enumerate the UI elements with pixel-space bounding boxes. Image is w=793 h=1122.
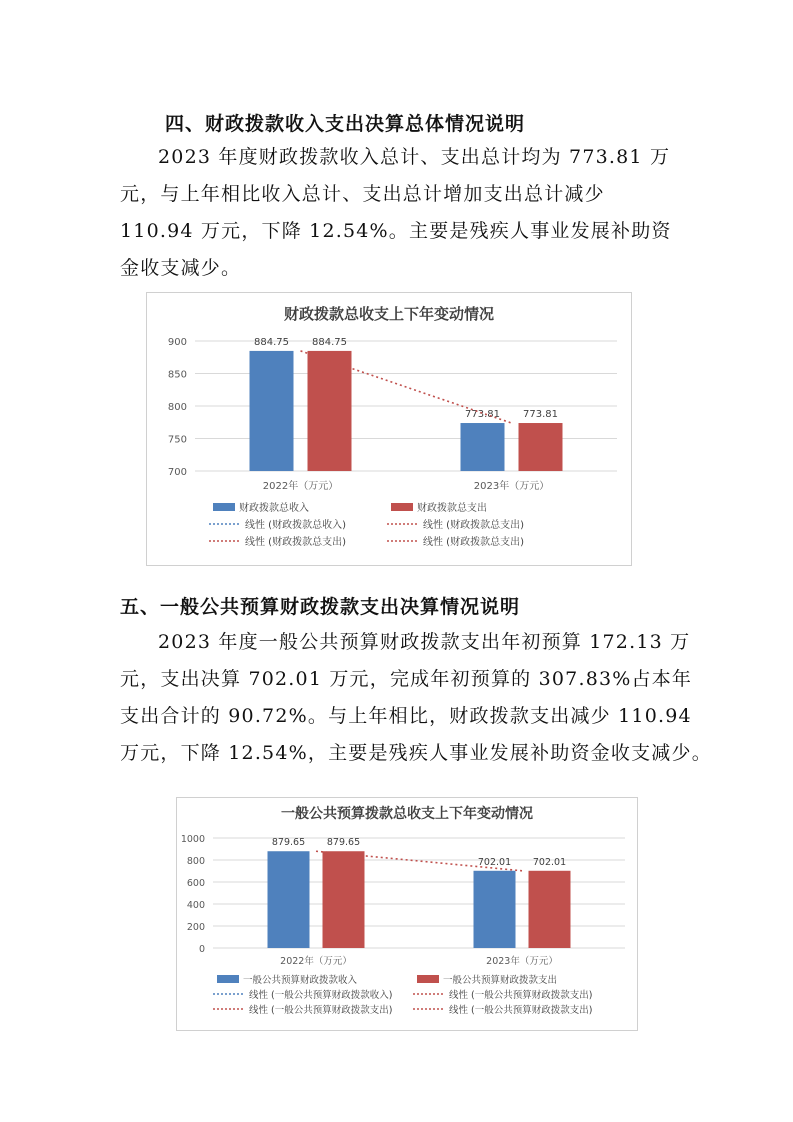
legend-label: 线性 (财政拨款总支出) bbox=[423, 537, 524, 548]
legend-swatch bbox=[217, 975, 239, 983]
bar bbox=[519, 423, 563, 471]
chart-title: 财政拨款总收支上下年变动情况 bbox=[283, 305, 495, 323]
paragraph-line: 元，与上年相比收入总计、支出总计增加支出总计减少 bbox=[120, 183, 605, 205]
legend-label: 财政拨款总收入 bbox=[239, 503, 309, 514]
chart-general-budget bbox=[176, 797, 638, 1031]
legend-swatch bbox=[417, 975, 439, 983]
paragraph-line: 2023 年度一般公共预算财政拨款支出年初预算 172.13 万 bbox=[158, 631, 691, 653]
section-4-paragraph bbox=[120, 139, 680, 287]
legend-label: 线性 (一般公共预算财政拨款收入) bbox=[249, 990, 393, 1001]
section-5-heading: 五、一般公共预算财政拨款支出决算情况说明 bbox=[120, 596, 521, 618]
data-label: 884.75 bbox=[254, 336, 289, 348]
bar bbox=[308, 351, 352, 471]
paragraph-line: 2023 年度财政拨款收入总计、支出总计均为 773.81 万 bbox=[158, 146, 671, 168]
data-label: 702.01 bbox=[477, 856, 512, 868]
data-label: 879.65 bbox=[326, 837, 361, 849]
category-label: 2022年（万元） bbox=[280, 956, 352, 967]
bar bbox=[461, 423, 505, 471]
bar bbox=[323, 851, 365, 948]
legend-swatch bbox=[213, 503, 235, 511]
y-tick-label: 900 bbox=[167, 337, 187, 348]
y-tick-label: 800 bbox=[167, 402, 187, 413]
data-label: 773.81 bbox=[523, 409, 558, 421]
y-tick-label: 850 bbox=[167, 369, 187, 381]
chart-financial-total bbox=[146, 292, 632, 566]
bar bbox=[474, 871, 516, 948]
section-4-heading: 四、财政拨款收入支出决算总体情况说明 bbox=[165, 113, 526, 135]
chart-2-svg bbox=[177, 798, 637, 1030]
y-tick-label: 600 bbox=[186, 878, 205, 889]
category-label: 2023年（万元） bbox=[473, 481, 550, 492]
legend-label: 线性 (一般公共预算财政拨款支出) bbox=[449, 990, 593, 1001]
legend-swatch bbox=[391, 503, 413, 511]
category-label: 2022年（万元） bbox=[262, 481, 339, 492]
y-tick-label: 750 bbox=[167, 434, 187, 446]
y-tick-label: 700 bbox=[167, 467, 187, 478]
chart-title: 一般公共预算拨款总收支上下年变动情况 bbox=[281, 806, 533, 822]
legend-label: 一般公共预算财政拨款支出 bbox=[443, 975, 558, 986]
y-tick-label: 0 bbox=[198, 944, 205, 955]
paragraph-line: 元，支出决算 702.01 万元，完成年初预算的 307.83%占本年 bbox=[120, 668, 693, 690]
paragraph-line: 110.94 万元，下降 12.54%。主要是残疾人事业发展补助资 bbox=[120, 220, 672, 242]
legend-label: 财政拨款总支出 bbox=[417, 503, 487, 514]
data-label: 884.75 bbox=[312, 336, 347, 348]
bar bbox=[250, 351, 294, 471]
legend-label: 线性 (一般公共预算财政拨款支出) bbox=[449, 1005, 593, 1016]
legend-label: 线性 (一般公共预算财政拨款支出) bbox=[249, 1005, 393, 1016]
legend-label: 线性 (财政拨款总支出) bbox=[245, 537, 346, 548]
legend-label: 线性 (财政拨款总支出) bbox=[423, 520, 524, 531]
bar bbox=[268, 851, 310, 948]
y-tick-label: 400 bbox=[186, 900, 205, 911]
legend-label: 线性 (财政拨款总收入) bbox=[245, 520, 346, 531]
data-label: 702.01 bbox=[532, 856, 567, 868]
data-label: 773.81 bbox=[465, 409, 500, 421]
chart-1-svg bbox=[147, 293, 631, 565]
bar bbox=[529, 871, 571, 948]
paragraph-line: 万元，下降 12.54%，主要是残疾人事业发展补助资金收支减少。 bbox=[120, 742, 712, 764]
section-5-paragraph bbox=[120, 624, 712, 772]
y-tick-label: 200 bbox=[186, 922, 205, 933]
y-tick-label: 800 bbox=[186, 856, 205, 867]
paragraph-line: 支出合计的 90.72%。与上年相比，财政拨款支出减少 110.94 bbox=[120, 705, 692, 727]
legend-label: 一般公共预算财政拨款收入 bbox=[243, 975, 358, 986]
paragraph-line: 金收支减少。 bbox=[120, 257, 242, 279]
category-label: 2023年（万元） bbox=[486, 956, 558, 967]
data-label: 879.65 bbox=[271, 837, 306, 849]
y-tick-label: 1000 bbox=[180, 834, 205, 845]
